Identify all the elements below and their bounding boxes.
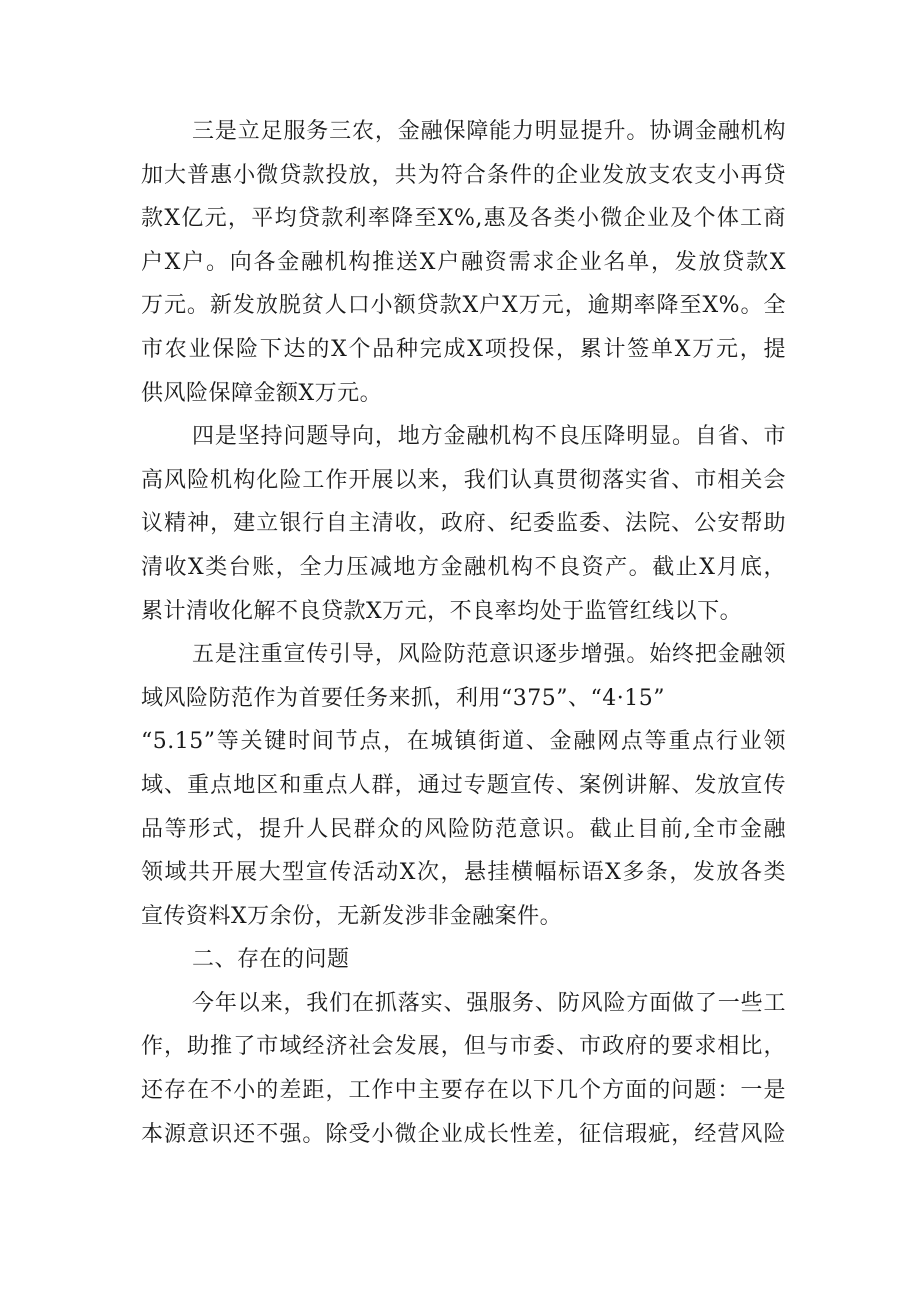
text-line: 高风险机构化险工作开展以来，我们认真贯彻落实省、市相关会	[141, 467, 786, 493]
text-line: 累计清收化解不良贷款X万元，不良率均处于监管红线以下。	[141, 598, 743, 624]
document-body	[141, 110, 786, 1156]
text-line: 加大普惠小微贷款投放，共为符合条件的企业发放支农支小再贷	[141, 162, 786, 188]
text-line: 域、重点地区和重点人群，通过专题宣传、案例讲解、发放宣传	[141, 772, 786, 798]
section-heading-text: 二、存在的问题	[192, 947, 350, 973]
text-line: 户X户。向各金融机构推送X户融资需求企业名单，发放贷款X	[141, 249, 786, 275]
text-line: “5.15”等关键时间节点，在城镇街道、金融网点等重点行业领	[141, 729, 786, 755]
text-line: 五是注重宣传引导，风险防范意识逐步增强。始终把金融领	[192, 642, 786, 668]
text-line: 本源意识还不强。除受小微企业成长性差，征信瑕疵，经营风险	[141, 1121, 786, 1147]
text-line: 万元。新发放脱贫人口小额贷款X户X万元，逾期率降至X%。全	[141, 293, 786, 319]
paragraph-publicity	[141, 633, 786, 938]
text-line: 款X亿元，平均贷款利率降至X%,惠及各类小微企业及个体工商	[141, 206, 786, 232]
text-line: 宣传资料X万余份，无新发涉非金融案件。	[141, 903, 563, 929]
text-line: 市农业保险下达的X个品种完成X项投保，累计签单X万元，提	[141, 336, 786, 362]
text-line: 四是坚持问题导向，地方金融机构不良压降明显。自省、市	[192, 424, 786, 450]
text-line: 作，助推了市域经济社会发展，但与市委、市政府的要求相比，	[141, 1034, 786, 1060]
text-line: 供风险保障金额X万元。	[141, 380, 383, 406]
text-line: 今年以来，我们在抓落实、强服务、防风险方面做了一些工	[192, 990, 786, 1016]
text-line: 清收X类台账，全力压减地方金融机构不良资产。截止X月底，	[141, 554, 786, 580]
text-line: 品等形式，提升人民群众的风险防范意识。截止目前,全市金融	[141, 816, 786, 842]
section-heading	[141, 938, 786, 982]
text-line: 域风险防范作为首要任务来抓，利用“375”、“4·15”	[141, 685, 665, 711]
text-line: 三是立足服务三农，金融保障能力明显提升。协调金融机构	[192, 119, 786, 144]
text-line: 议精神，建立银行自主清收，政府、纪委监委、法院、公安帮助	[141, 511, 786, 537]
paragraph-rural-finance	[141, 110, 786, 415]
paragraph-problems	[141, 982, 786, 1156]
text-line: 领域共开展大型宣传活动X次，悬挂横幅标语X多条，发放各类	[141, 860, 786, 886]
text-line: 还存在不小的差距，工作中主要存在以下几个方面的问题：一是	[141, 1078, 786, 1104]
paragraph-problem-oriented	[141, 415, 786, 633]
